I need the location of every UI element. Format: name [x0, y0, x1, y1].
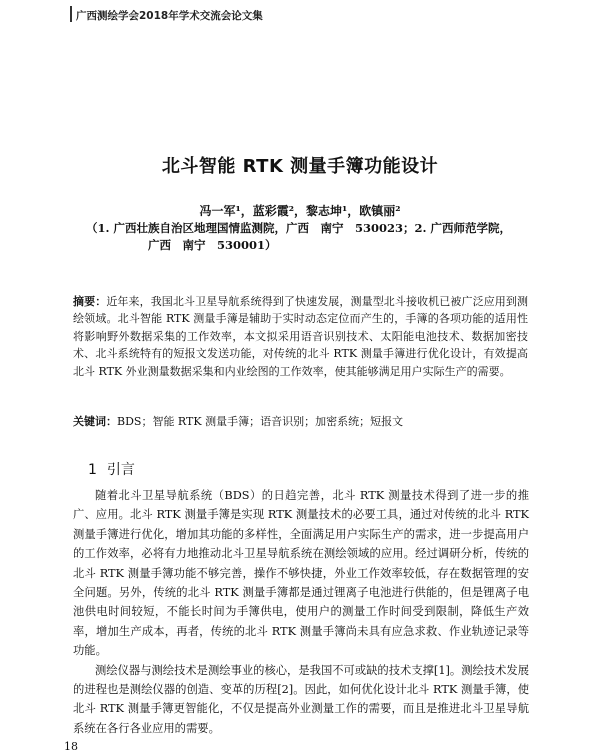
page-number: 18 — [64, 740, 78, 753]
affiliation-line-1: （1. 广西壮族自治区地理国情监测院，广西 南宁 530023；2. 广西师范学院， — [86, 221, 512, 235]
abstract-text: 近年来，我国北斗卫星导航系统得到了快速发展，测量型北斗接收机已被广泛应用到测绘领域。北斗智能 RTK 测量手簿是辅助于实时动态定位而产生的，手簿的各项功能的适用性将影响野外数据采集的工作效率，本文拟采用语音识别技术、太阳能电池技术、数据加密技术、北斗系统特有的短报文发送功能，对传统的北斗 RTK 测量手簿进行优化设计，有效提高北斗 RTK 外业测量数据采集和内业绘图的工作效率，使其能够满足用户实际生产的需要。 — [73, 295, 529, 378]
affiliations — [86, 220, 556, 254]
abstract — [73, 293, 528, 380]
paper-title: 北斗智能 RTK 测量手簿功能设计 — [161, 156, 439, 177]
affiliation-line-2: 广西 南宁 530001） — [148, 238, 277, 252]
running-header — [70, 8, 263, 23]
body-text — [73, 486, 529, 738]
keywords-label: 关键词： — [73, 415, 117, 428]
section-title: 引言 — [106, 462, 135, 478]
keywords-text: BDS；智能 RTK 测量手簿；语音识别；加密系统；短报文 — [117, 415, 404, 428]
paragraph: 随着北斗卫星导航系统（BDS）的日趋完善，北斗 RTK 测量技术得到了进一步的推广、应用。北斗 RTK 测量手簿是实现 RTK 测量技术的必要工具，通过对传统的北斗 RTK 测量手簿进行优化，增加其功能的多样性，全面满足用户实际生产的需求，进一步提高用户的工作效率，必将有力地推动北斗卫星导航系统在测绘领域的应用。经过调研分析，传统的北斗 RTK 测量手簿功能不够完善，操作不够快捷，外业工作效率较低，存在数据管理的安全问题。另外，传统的北斗 RTK 测量手簿都是通过锂离子电池进行供能的，但是锂离子电池供电时间较短，不能长时间为手簿供电，使用户的测量工作时间受到限制，降低生产效率，增加生产成本，再者，传统的北斗 RTK 测量手簿尚未具有应急求救、作业轨迹记录等功能。 — [73, 489, 529, 658]
running-header-text: 广西测绘学会2018年学术交流会论文集 — [76, 10, 263, 22]
section-heading — [88, 459, 135, 479]
keywords — [73, 413, 528, 429]
paragraph: 测绘仪器与测绘技术是测绘事业的核心，是我国不可或缺的技术支撑[1]。测绘技术发展的进程也是测绘仪器的创造、变革的历程[2]。因此，如何优化设计北斗 RTK 测量手簿，使北斗 RTK 测量手簿更智能化，不仅是提高外业测量工作的需要，而且是推进北斗卫星导航系统在各行各业应用的需要。 — [73, 663, 529, 735]
section-number: 1 — [88, 462, 97, 478]
author-list: 冯一军¹，蓝彩霞²，黎志坤¹，欧镇丽² — [199, 204, 401, 218]
abstract-label: 摘要： — [73, 295, 107, 308]
